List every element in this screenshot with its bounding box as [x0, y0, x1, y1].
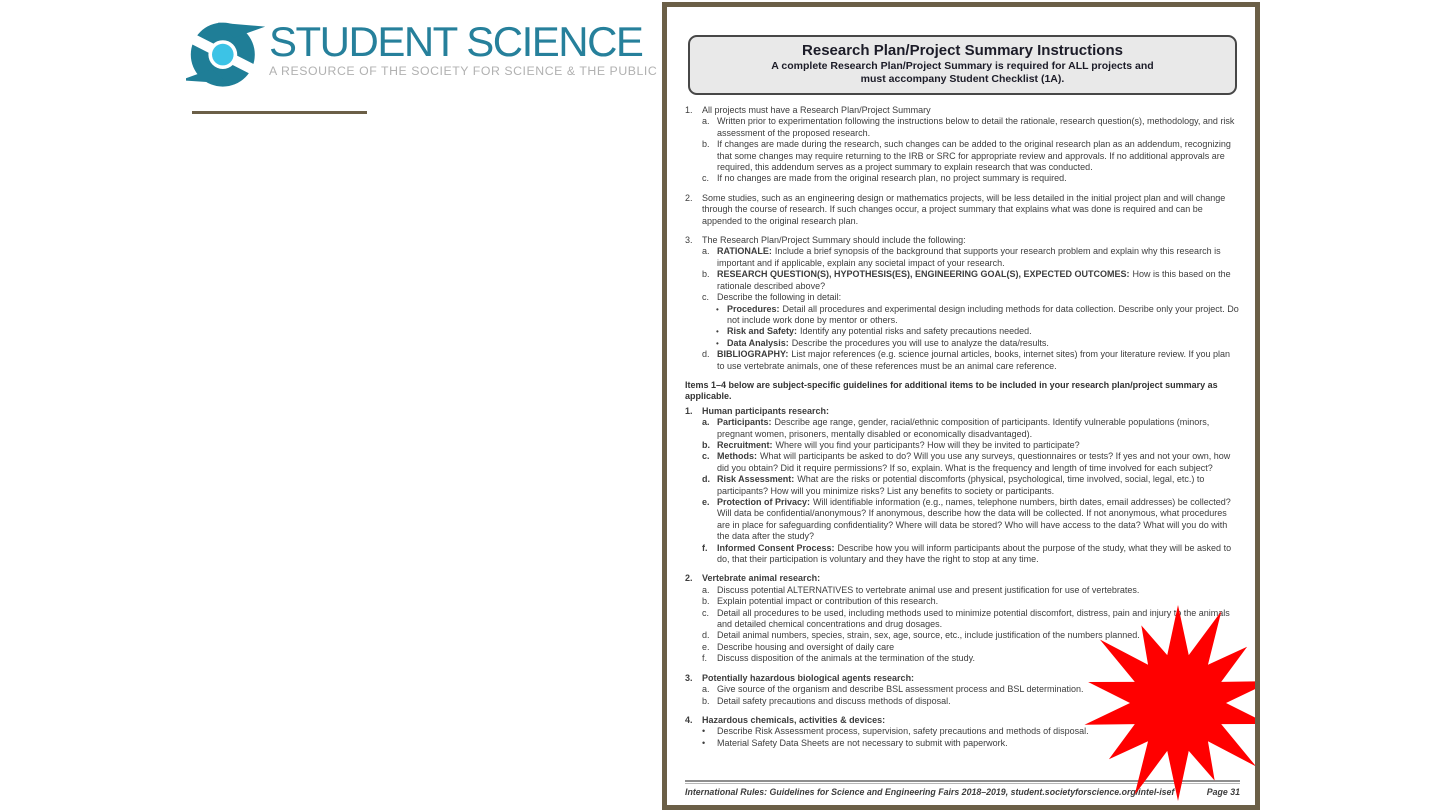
bullet-text [727, 326, 1240, 337]
bullet-item [716, 326, 1240, 337]
student-science-logo [186, 16, 657, 90]
document-subtitle-line2: must accompany Student Checklist (1A). [860, 73, 1065, 85]
section-heading: Potentially hazardous biological agents research: [702, 672, 915, 683]
sub-item [702, 116, 1240, 139]
sub-item [702, 269, 1240, 292]
sub-body: What are the risks or potential discomforts (physical, psychological, time involved, social, legal, etc.) to participants? How will you minimize risks? List any benefits to society or participants. [717, 474, 1205, 496]
sub-label: f. [702, 653, 708, 664]
sub-item [702, 451, 1240, 474]
sub-text: Detail all procedures to be used, including methods used to minimize potential discomfort, distress, pain and injury to the animals and detailed chemical concentrations and drug dosages. [717, 607, 1230, 630]
sub-label: b. [702, 695, 710, 706]
sub-term: Recruitment: [717, 439, 773, 450]
bullet-text [727, 338, 1240, 349]
bullet-marker: • [716, 327, 719, 337]
sub-body: Will identifiable information (e.g., names, telephone numbers, birth dates, email addresses) be collected? Will data be confidential/anonymous? If anonymous, describe how the data will be collected. If not anonymous, what procedures are in place for safeguarding confidentiality? Where will data be stored? Who will have access to the data? What will you do with the data after the study? [717, 497, 1231, 542]
sub-label: d. [702, 630, 710, 641]
sub-label: d. [702, 474, 710, 485]
sub-label: c. [702, 607, 710, 618]
sub-text [717, 497, 1240, 543]
sub-label: b. [702, 269, 710, 280]
sub-term: Methods: [717, 451, 757, 462]
brand-header [186, 16, 657, 90]
sub-item [702, 474, 1240, 497]
bullet-term: Risk and Safety: [727, 326, 798, 337]
item-number: 2. [685, 192, 693, 203]
guidelines-intro: Items 1–4 below are subject-specific guidelines for additional items to be included in your research plan/project summary as applicable. [685, 379, 1218, 402]
list-item [685, 193, 1240, 227]
sub-text: Discuss disposition of the animals at the termination of the study. [717, 653, 975, 664]
section-heading-row [685, 406, 1240, 417]
sub-label: f. [702, 542, 708, 553]
document-subtitle-line1: A complete Research Plan/Project Summary is required for ALL projects and [771, 60, 1154, 72]
sub-item [702, 497, 1240, 543]
sub-item [702, 349, 1240, 372]
sub-text [717, 246, 1240, 269]
sub-label: a. [702, 417, 710, 428]
sub-label: c. [702, 451, 710, 462]
sub-label: b. [702, 439, 710, 450]
sub-label: e. [702, 497, 710, 507]
bullet-marker: • [702, 737, 706, 748]
item-text: All projects must have a Research Plan/Project Summary [702, 105, 931, 115]
sub-item [702, 246, 1240, 269]
sub-text: Discuss potential ALTERNATIVES to vertebrate animal use and present justification for use of vertebrates. [717, 584, 1140, 595]
sub-item [702, 417, 1240, 440]
footer-page-number: Page 31 [1206, 787, 1240, 797]
sub-text: Detail animal numbers, species, strain, sex, age, source, etc., include justification of the numbers planned. [717, 630, 1140, 641]
document-title-box [688, 35, 1237, 95]
section-number: 3. [685, 672, 693, 683]
section-number: 1. [685, 405, 693, 416]
bullet-marker: • [716, 304, 719, 314]
red-starburst-icon [1082, 605, 1260, 801]
sub-label: e. [702, 641, 710, 652]
sub-body: Describe how you will inform participants about the purpose of the study, what they will be asked to do, that their participation is voluntary and they have the right to stop at any time. [717, 542, 1232, 565]
sub-text: If changes are made during the research, such changes can be added to the original research plan as an addendum, recognizing that some changes may require returning to the IRB or SRC for appropriate review and approvals. If no additional approvals are required, this addendum serves as a project summary to explain research that was conducted. [717, 139, 1231, 173]
sub-text [717, 349, 1240, 372]
sub-item [702, 139, 1240, 173]
sub-label: a. [702, 246, 710, 257]
section-number: 4. [685, 714, 693, 725]
sub-text: If no changes are made from the original research plan, no project summary is required. [717, 173, 1067, 184]
section-number: 2. [685, 573, 693, 584]
sub-label: a. [702, 116, 710, 127]
bullet-body: Identify any potential risks and safety precautions needed. [800, 326, 1032, 337]
item-number: 3. [685, 235, 693, 246]
logo-tagline: A RESOURCE OF THE SOCIETY FOR SCIENCE & THE PUBLIC [269, 64, 658, 78]
document-title: Research Plan/Project Summary Instructions [802, 42, 1123, 59]
sub-term: Participants: [717, 417, 772, 428]
section-heading: Human participants research: [702, 405, 830, 416]
society-swoosh-icon [186, 16, 266, 90]
sub-text [717, 440, 1240, 451]
list-item [685, 105, 1240, 185]
bullet-body: Describe the procedures you will use to analyze the data/results. [791, 337, 1049, 348]
logo-title: STUDENT SCIENCE [269, 18, 643, 65]
sub-label: a. [702, 684, 710, 695]
sub-label: d. [702, 349, 710, 360]
sub-text [717, 474, 1240, 497]
section-heading-row [685, 573, 1240, 584]
list-item [685, 235, 1240, 372]
sub-body: What will participants be asked to do? Will you use any surveys, questionnaires or tests? If yes and not your own, how did you obtain? Did it require permissions? If so, explain. What is the frequency and length of time involved for each subject? [717, 451, 1231, 473]
bullet-term: Data Analysis: [727, 337, 789, 348]
sub-text: Written prior to experimentation following the instructions below to detail the rationale, research question(s), methodology, and risk assessment of the proposed research. [717, 116, 1235, 138]
starburst-shape [1084, 605, 1260, 801]
sub-term: RESEARCH QUESTION(S), HYPOTHESIS(ES), ENGINEERING GOAL(S), EXPECTED OUTCOMES: [717, 269, 1130, 280]
section-heading: Hazardous chemicals, activities & devices: [702, 714, 886, 725]
sub-text [717, 451, 1240, 474]
bullet-body: Detail all procedures and experimental design including methods for data collection. Describe only your project. Do not include work done by mentor or others. [727, 303, 1239, 325]
sub-label: b. [702, 596, 710, 607]
sub-label: a. [702, 584, 710, 595]
sub-body: Describe age range, gender, racial/ethnic composition of participants. Identify vulnerable populations (minors, pregnant women, prisoners, mentally disabled or economically disadvantaged). [717, 417, 1210, 439]
sub-item [702, 173, 1240, 184]
sub-item [702, 543, 1240, 566]
sub-term: RATIONALE: [717, 246, 772, 257]
bullet-item [716, 304, 1240, 327]
sub-body: Include a brief synopsis of the background that supports your research problem and explain why this research is important and if applicable, explain any societal impact of your research. [717, 246, 1221, 268]
sub-text: Give source of the organism and describe BSL assessment process and BSL determination. [717, 684, 1084, 695]
sub-body: List major references (e.g. science journal articles, books, internet sites) from your literature review. If you plan to use vertebrate animals, one of these references must be an animal care reference. [717, 349, 1231, 371]
bullet-term: Procedures: [727, 303, 780, 314]
sub-item [702, 440, 1240, 451]
sub-text: Describe the following in detail: [717, 292, 842, 303]
sub-term: Protection of Privacy: [717, 497, 811, 507]
subject-section-human-participants [685, 406, 1240, 566]
sub-term: BIBLIOGRAPHY: [717, 349, 789, 360]
sub-term: Informed Consent Process: [717, 542, 835, 553]
sub-body: Where will you find your participants? How will they be invited to participate? [775, 439, 1080, 450]
bullet-text: Material Safety Data Sheets are not necessary to submit with paperwork. [717, 737, 1008, 748]
sub-text: Detail safety precautions and discuss methods of disposal. [717, 695, 951, 706]
sub-item [702, 292, 1240, 303]
sub-text: Explain potential impact or contribution of this research. [717, 596, 939, 607]
sub-text: Describe housing and oversight of daily care [717, 641, 895, 652]
sub-label: c. [702, 292, 710, 303]
sub-text [717, 269, 1240, 292]
logo-text [269, 16, 657, 78]
sub-text [717, 543, 1240, 566]
sub-term: Risk Assessment: [717, 474, 795, 485]
document-page [662, 2, 1260, 810]
bullet-text [727, 304, 1240, 327]
sub-body: How is this based on the rationale described above? [717, 269, 1231, 291]
brand-divider-rule [192, 111, 367, 114]
sub-label: b. [702, 139, 710, 150]
item-number: 1. [685, 105, 693, 115]
item-text: The Research Plan/Project Summary should include the following: [702, 235, 966, 246]
bullet-marker: • [702, 726, 706, 737]
footer-citation: International Rules: Guidelines for Science and Engineering Fairs 2018–2019, student.societyforscience.org/intel-isef [685, 787, 1175, 797]
item-row [685, 235, 1240, 246]
section-heading: Vertebrate animal research: [702, 573, 821, 584]
item-row [685, 105, 1240, 116]
sub-item [702, 585, 1240, 596]
bullet-text: Describe Risk Assessment process, supervision, safety precautions and methods of disposal. [717, 726, 1089, 737]
sub-label: c. [702, 173, 710, 184]
item-row [685, 193, 1240, 227]
bullet-item [716, 338, 1240, 349]
bullet-marker: • [716, 338, 719, 348]
item-text: Some studies, such as an engineering design or mathematics projects, will be less detailed in the initial project plan and will change through the course of research. If such changes occur, a project summary that explains what was done is required and can be appended to the original research plan. [702, 192, 1226, 226]
sub-text [717, 417, 1240, 440]
